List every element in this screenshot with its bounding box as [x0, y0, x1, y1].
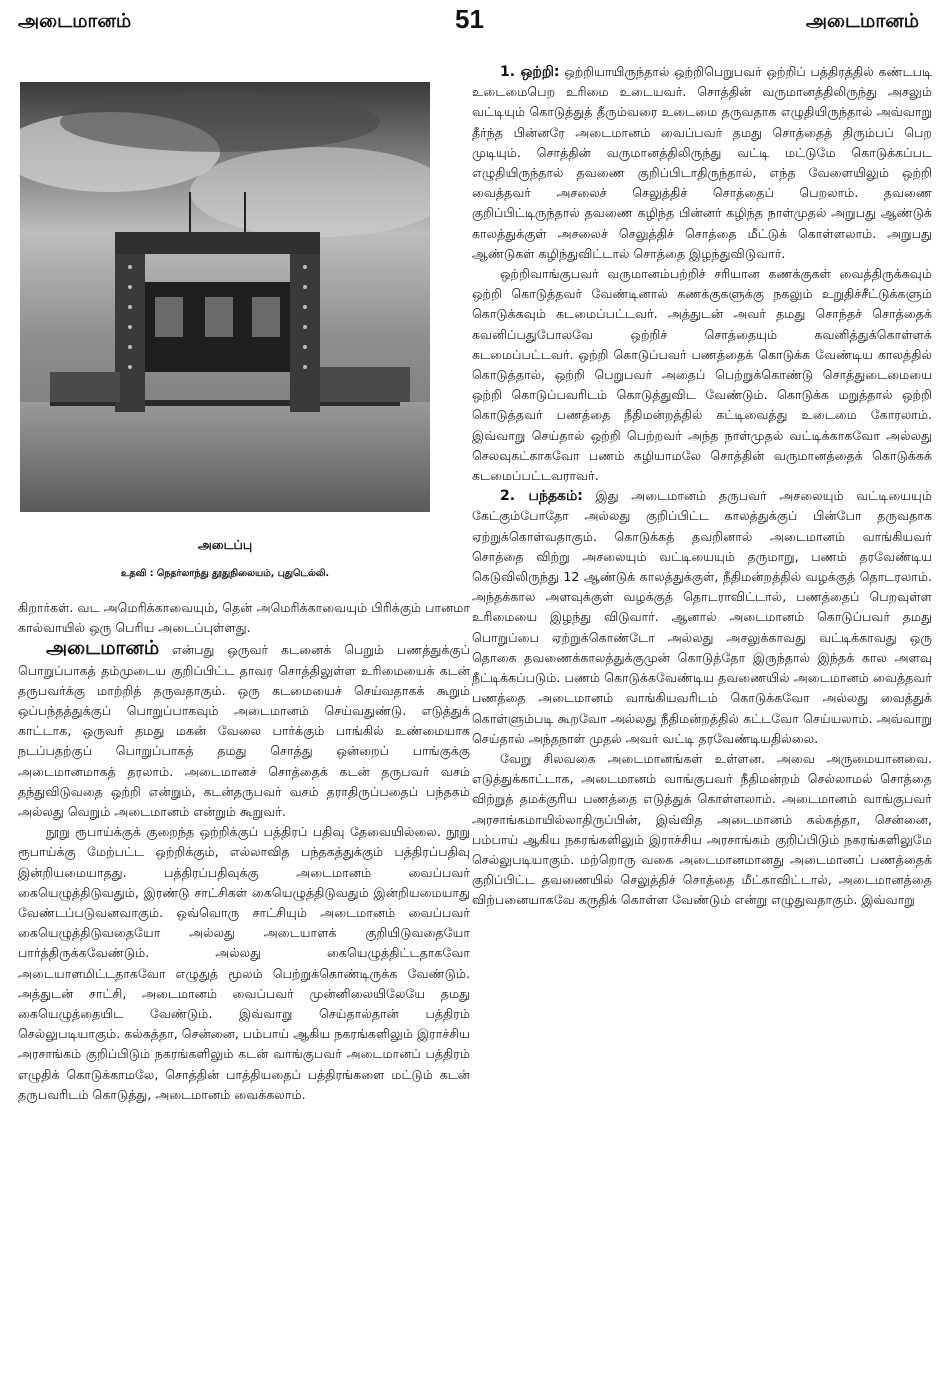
other-mortgages-paragraph: வேறு சிலவகை அடைமானங்கள் உள்ளன. அவை அருமையானவை. எடுத்துக்காட்டாக, அடைமானம் வாங்குபவர் நீதிமன்றம் செல்லாமல் சொத்தை விற்றுத் தமக்குரிய பணத்தை எடுத்துக் கொள்ளலாம். அடைமானம் வாங்குபவர் அரசாங்கமாயில்லாதிருப்பின், இவ்வித அடைமானம் கல்கத்தா, சென்னை, பம்பாய் ஆகிய நகரங்களிலும் இராச்சிய அரசாங்கம் குறிப்பிடும் நகரங்களிலுமே செல்லுபடியாகும். மற்றொரு வகை அடைமானமானது அடைமானப் பணத்தைக் குறிப்பிட்ட தவணையில் செலுத்திச் சொத்தை மீட்காவிட்டால், அடைமானத்தை விற்பனையாகவே கருதிக் கொள்ள வேண்டும் என்று எழுதுவதாகும். இவ்வாறு — [472, 750, 932, 908]
running-title-left: அடைமானம் — [18, 10, 132, 32]
section-panthagam-paragraph — [472, 486, 932, 749]
running-title-right: அடைமானம் — [805, 10, 919, 32]
entry-term: அடைமானம் — [46, 637, 160, 660]
section-otri-paragraph-2: ஒற்றிவாங்குபவர் வருமானம்பற்றிச் சரியான கணக்குகள் வைத்திருக்கவும் ஒற்றி கொடுத்தவர் வேண்டினால் கணக்குகளுக்கு நகலும் உறுதிச்சீட்டுக்களும் கொடுக்கவும் கடமைப்பட்டவர். அத்துடன் அவர் தமது சொந்தச் சொத்தைக் கவனிப்பதுபோலவே ஒற்றிச் சொத்தையும் கவனித்துக்கொள்ளக் கடமைப்பட்டவர். ஒற்றி கொடுப்பவர் பணத்தைக் கொடுக்க வேண்டிய காலத்தில் கொடுத்தால், ஒற்றி பெறுபவர் அதைப் பெற்றுக்கொண்டு சொத்துடைமையை ஒற்றி கொடுப்பவரிடம் கொடுத்துவிட வேண்டும். கொடுக்க மறுத்தால் ஒற்றி கொடுத்தவர் பணத்தை நீதிமன்றத்தில் கட்டிவைத்து உடைமை கோரலாம். இவ்வாறு செய்தால் ஒற்றி பெற்றவர் அந்த நாள்முதல் வட்டிக்காகவோ அல்லது செலவுகட்காகவோ பணம் கழியாமலே சொத்தின் வருமானத்தைக் கொடுக்கக் கடமைப்பட்டவராவர். — [472, 266, 932, 484]
section-otri-text: ஒற்றியாயிருந்தால் ஒற்றிபெறுபவர் ஒற்றிப் பத்திரத்தில் கண்டபடி உடைமைபெற உரிமை உடையவர். சொத்தின் வருமானத்திலிருந்து அசலும் வட்டியும் கொடுத்துத் தீரும்வரை உடைமை தருவதாக எழுதியிருந்தால் அவ்வாறு தீர்ந்த பின்னரே அடைமானம் வைப்பவர் தமது சொத்தைத் திரும்பப் பெற முடியும். சொத்தின் வருமானத்திலிருந்து வட்டி மட்டுமே கொடுக்கப்பட எழுதியிருந்தால் தவணை குறிப்பிடாதிருந்தால், எந்த வேளையிலும் ஒற்றி வைத்தவர் அசலைச் செலுத்திச் சொத்தைப் பெறலாம். தவணை குறிப்பிட்டிருந்தால் தவணை கழிந்த பின்னர் கழிந்த நாள்முதல் அறுபது ஆண்டுக் காலத்துக்குள் அசலைச் செலுத்திச் சொத்தை மீட்டுக் கொள்ளலாம். அறுபது ஆண்டுகள் கழிந்துவிட்டால் சொத்தை இழந்துவிடுவார். — [472, 64, 932, 261]
figure-caption: அடைப்பு — [197, 537, 253, 552]
section-otri-heading: 1. ஒற்றி: — [500, 64, 560, 80]
figure-credit: உதவி : நெதர்லாந்து தூதுநிலையம், புதுடெல்லி. — [120, 568, 330, 579]
entry-paragraph — [18, 638, 470, 822]
registration-paragraph: நூறு ரூபாய்க்குக் குறைந்த ஒற்றிக்குப் பத்திரப் பதிவு தேவையில்லை. நூறு ரூபாய்க்கு மேற்பட்ட ஒற்றிக்கும், எல்லாவித பந்தகத்துக்கும் பத்திரப்பதிவு இன்றியமையாதது. பத்திரப்பதிவுக்கு அடைமானம் வைப்பவர் கையெழுத்திடுவதும், இரண்டு சாட்சிகள் கையெழுத்திடுவதும் இன்றியமையாது வேண்டப்படுவனவாகும். ஒவ்வொரு சாட்சியும் அடைமானம் வைப்பவர் கையெழுத்திடுவதையோ அல்லது அடையாளக் குறியிடுவதையோ பார்த்திருக்கவேண்டும். அல்லது கையெழுத்திட்டதாகவோ அடையாளமிட்டதாகவோ எழுதுத் மூலம் பெற்றுக்கொண்டிருக்க வேண்டும். அத்துடன் சாட்சி, அடைமானம் வைப்பவர் முன்னிலையிலேயே தமது கையெழுத்தையிட வேண்டும். இவ்வாறு செய்தால்தான் பத்திரம் செல்லுபடியாகும். கல்கத்தா, சென்னை, பம்பாய் ஆகிய நகரங்களிலும் இராச்சிய அரசாங்கம் குறிப்பிடும் நகரங்களிலும் கடன் வாங்குபவர் அடைமானப் பத்திரம் எழுதிக் கொடுக்காமலே, சொத்தின் பாத்தியதைப் பத்திரங்களை மட்டும் கடன் தருபவரிடம் கொடுத்து, அடைமானம் வைக்கலாம். — [18, 824, 470, 1102]
section-otri-paragraph — [472, 62, 932, 264]
left-column — [18, 598, 470, 1105]
lock-gate-photo — [20, 82, 430, 512]
right-column — [472, 62, 932, 911]
section-panthagam-heading: 2. பந்தகம்: — [500, 488, 583, 505]
page-header — [0, 4, 941, 44]
page-number: 51 — [455, 4, 484, 34]
entry-text: என்பது ஒருவர் கடனைக் பெறும் பணத்துக்குப் பொறுப்பாகத் தம்முடைய குறிப்பிட்ட தாவர சொத்திலுள்ள உரிமையைக் கடன் தருபவர்க்கு மாற்றித் தருவதாகும். ஒரு கடமையைச் செய்வதாகக் கூறும் ஒப்பந்தத்துக்குப் பொறுப்பாகவும் அடைமானம் செய்வதுண்டு. எடுத்துக் காட்டாக, ஒருவர் தமது மகன் வேலை பார்க்கும் பாங்கில் உண்மையாக நடப்பதற்குப் பொறுப்பாகத் தமது சொத்து ஒன்றைப் பாங்குக்கு அடைமானமாகத் தரலாம். அடைமானச் சொத்தைக் கடன் தருபவர் வசம் தந்துவிடுவதை ஒற்றி என்றும், கடன்தருபவர் வசம் தராதிருப்பதைப் பந்தகம் அல்லது வெறும் அடைமானம் என்றும் கூறுவர். — [18, 642, 470, 820]
intro-paragraph: கிறார்கள். வட அமெரிக்காவையும், தென் அமெரிக்காவையும் பிரிக்கும் பானமா கால்வாயில் ஒரு பெரிய அடைப்புள்ளது. — [18, 600, 470, 636]
section-panthagam-text: இது அடைமானம் தருபவர் அசலையும் வட்டியையும் கேட்கும்போதோ அல்லது குறிப்பிட்ட காலத்துக்குப் பின்போ தருவதாக ஏற்றுக்கொள்வதாகும். கொடுக்கத் தவறினால் அடைமானம் வாங்கியவர் சொத்தை விற்று அசலையும் வட்டியையும் தருமாறு, பணம் தரவேண்டிய கெடுவிலிருந்து 12 ஆண்டுக் காலத்துக்குள், நீதிமன்றத்தில் வழக்குத் தொடரலாம். அந்தக்கால அளவுக்குள் வழக்குத் தொடராவிட்டால், பணத்தைப் பெறவுள்ள உரிமையை இழந்து விடுவார். ஆனால் அடைமானம் கொடுப்பவர் தமது பொறுப்பை ஏற்றுக்கொண்டோ அல்லது அசலுக்காவது வட்டிக்காவது ஒரு தொகை தவணைக்காலத்துக்குமுன் கொடுத்தோ இருந்தால் இந்தக் கால அளவு நீட்டிக்கப்படும். பணம் கொடுக்கவேண்டிய தவணையில் அடைமானம் வைத்தவர் பணத்தை அடைமானம் வாங்கியவரிடம் கொடுக்கவோ அல்லது வைத்துக் கொள்ளும்படி கூறவோ அல்லது நீதிமன்றத்தில் கட்டவோ செய்யலாம். அவ்வாறு செய்தால் அந்தநாள் முதல் அவர் வட்டி தரவேண்டியதில்லை. — [472, 488, 932, 746]
